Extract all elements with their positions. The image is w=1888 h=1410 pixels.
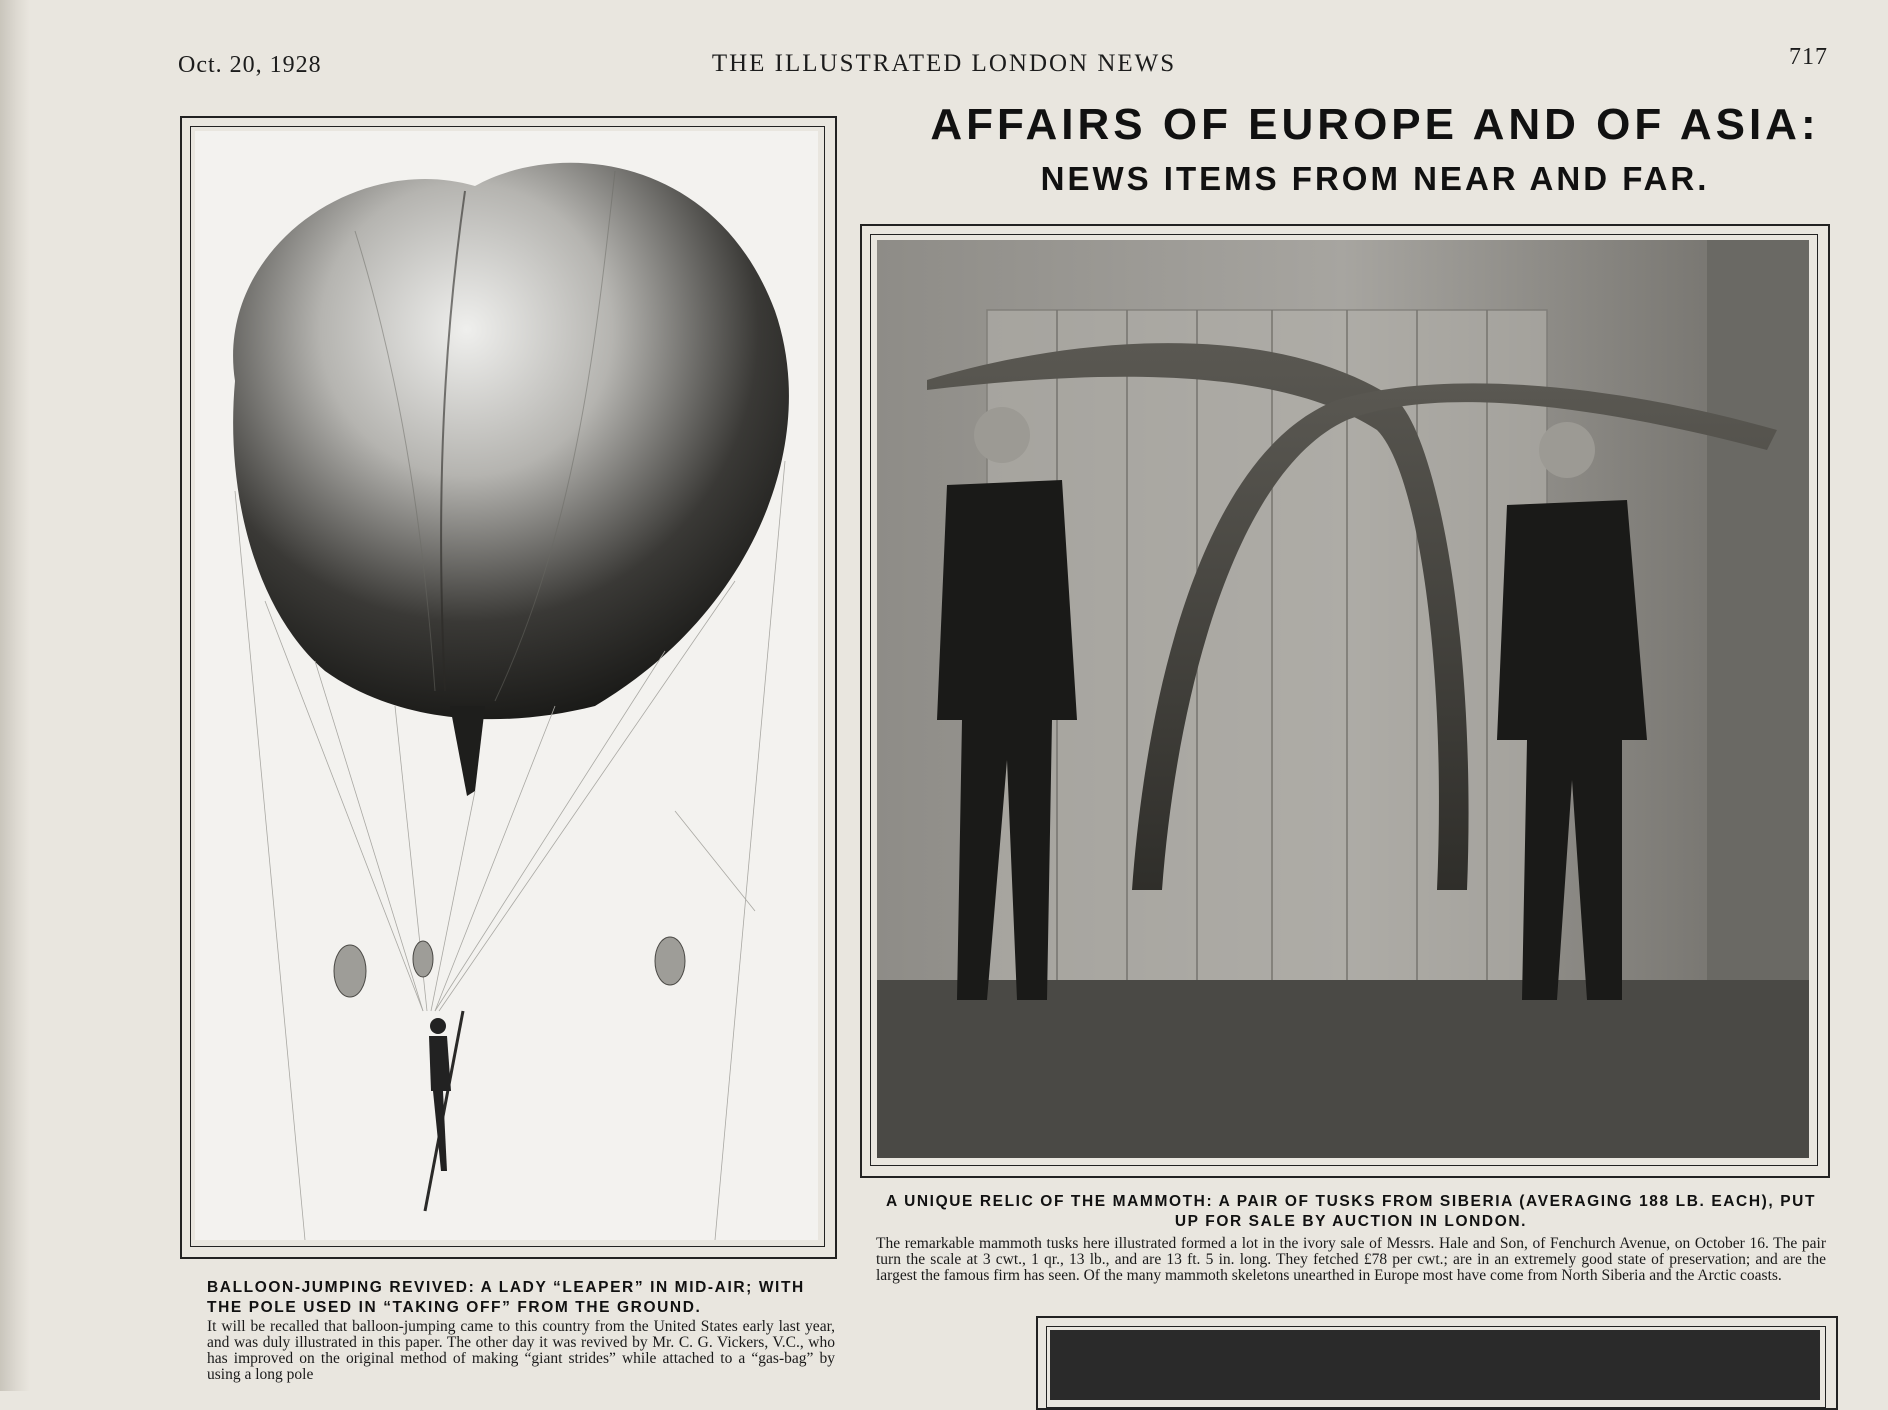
balloon-photo: [195, 131, 818, 1240]
page-subheadline: NEWS ITEMS FROM NEAR AND FAR.: [1040, 160, 1710, 197]
third-photo: [1050, 1330, 1820, 1400]
balloon-caption-body: It will be recalled that balloon-jumping came to this country from the United States early last year, and was duly illustrated in this paper. The other day it was revived by Mr. C. G. Vickers, V.C., who has improved on the original method of making “giant strides” while attached to a “gas-bag” by using a long pole: [207, 1318, 835, 1383]
mammoth-illustration: [877, 240, 1809, 1158]
page-number: 717: [1789, 44, 1828, 70]
publication-title: THE ILLUSTRATED LONDON NEWS: [711, 50, 1177, 77]
floor: [877, 980, 1809, 1158]
balloon-illustration: [195, 131, 818, 1240]
mammoth-tusks-photo: [877, 240, 1809, 1158]
mammoth-caption-body: The remarkable mammoth tusks here illustrated formed a lot in the ivory sale of Messrs. Hale and Son, of Fenchurch Avenue, on October 16. The pair turn the scale at 3 cwt., 1 qr., 13 lb., and are 13 ft. 5 in. long. They fetched £78 per cwt.; are in an extremely good state of preservation; and are the largest the famous firm has seen. Of the many mammoth skeletons unearthed in Europe most have come from North Siberia and the Arctic coasts.: [876, 1235, 1826, 1284]
issue-date: Oct. 20, 1928: [178, 52, 322, 78]
page-headline: AFFAIRS OF EUROPE AND OF ASIA:: [930, 100, 1820, 149]
mammoth-caption-title: A UNIQUE RELIC OF THE MAMMOTH: A PAIR OF TUSKS FROM SIBERIA (AVERAGING 188 LB. EACH), PUT UP FOR SALE BY AUCTION IN LONDON.: [885, 1193, 1817, 1230]
balloon-caption-title: BALLOON-JUMPING REVIVED: A LADY “LEAPER” IN MID-AIR; WITH THE POLE USED IN “TAKING OFF” FROM THE GROUND.: [207, 1279, 805, 1316]
binding-spine: [0, 0, 30, 1391]
